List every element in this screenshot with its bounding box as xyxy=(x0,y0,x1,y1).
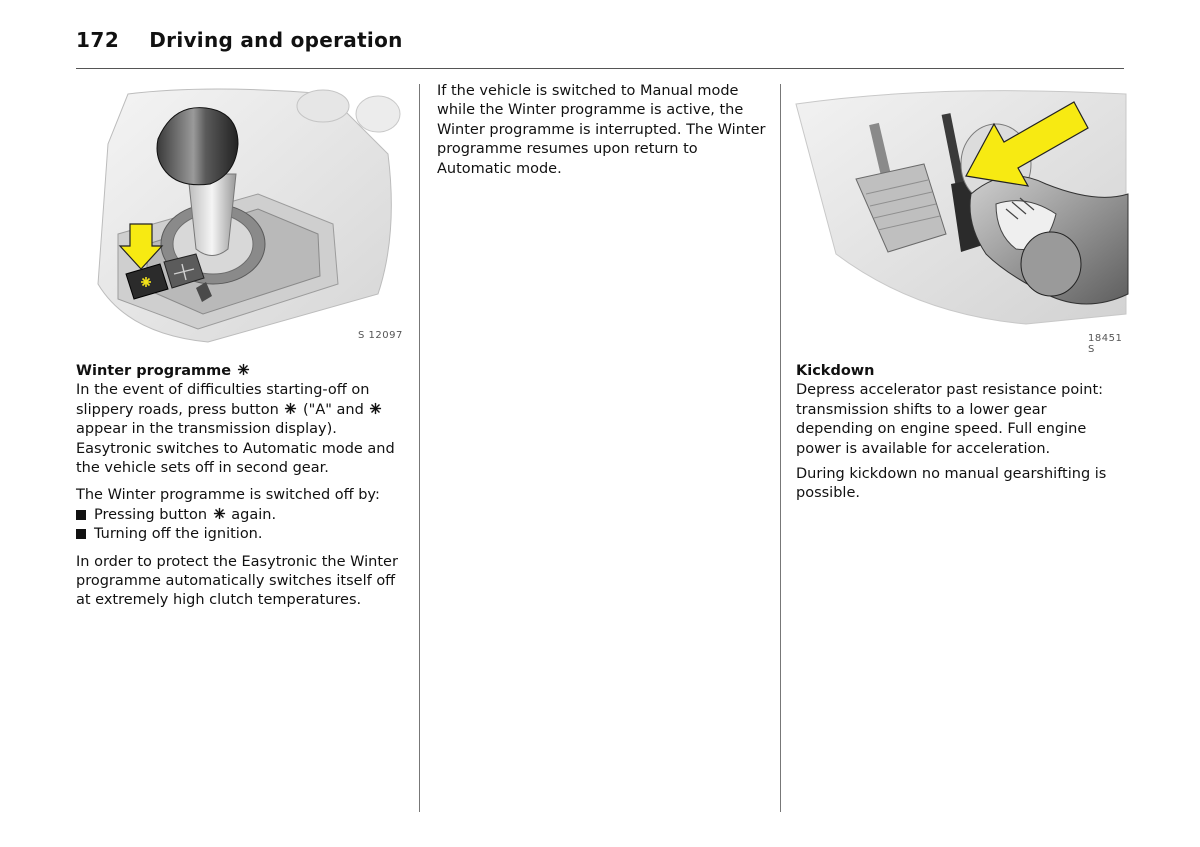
kickdown-section xyxy=(796,362,1128,510)
snowflake-icon xyxy=(284,402,297,415)
chapter-title: Driving and operation xyxy=(149,28,403,52)
winter-programme-section xyxy=(76,362,406,617)
section-heading: Winter programme xyxy=(76,362,406,381)
gear-selector-figure xyxy=(88,84,406,346)
figure-code: S 12097 xyxy=(358,330,403,341)
snowflake-icon xyxy=(369,402,382,415)
gear-selector-winter-button-illustration xyxy=(88,84,406,346)
bullet-square-icon xyxy=(76,529,86,539)
list-item: Turning off the ignition. xyxy=(76,525,406,544)
kickdown-figure xyxy=(796,84,1128,355)
winter-paragraph-1: In the event of difficulties starting-off on slippery roads, press button ("A" and appear in the transmission display). Easytronic switches to Automatic mode and the vehicle sets off in second gear. xyxy=(76,382,395,477)
winter-paragraph-3: The Winter programme is switched off by: xyxy=(76,487,380,504)
kickdown-paragraph-2: During kickdown no manual gearshifting is possible. xyxy=(796,466,1107,502)
figure-code: 18451 S xyxy=(1088,333,1123,355)
column-divider-1 xyxy=(419,84,420,812)
column-divider-2 xyxy=(780,84,781,812)
page-number: 172 xyxy=(76,28,120,52)
page-header xyxy=(76,28,403,58)
header-divider xyxy=(76,68,1124,69)
list-item: Pressing button again. xyxy=(76,506,406,525)
snowflake-icon xyxy=(213,507,226,520)
kickdown-paragraph-1: Depress accelerator past resistance point: transmission shifts to a lower gear depending on engine speed. Full engine power is available for acceleration. xyxy=(796,382,1104,457)
snowflake-icon xyxy=(237,363,250,376)
winter-paragraph-4: In order to protect the Easytronic the Winter programme automatically switches itself off at extremely high clutch temperatures. xyxy=(76,553,398,609)
manual-mode-paragraph: If the vehicle is switched to Manual mode while the Winter programme is active, the Winter programme is interrupted. The Winter programme resumes upon return to Automatic mode. xyxy=(437,83,766,177)
manual-mode-section xyxy=(437,82,767,185)
bullet-square-icon xyxy=(76,510,86,520)
section-heading: Kickdown xyxy=(796,363,875,379)
accelerator-pedal-kickdown-illustration xyxy=(796,84,1128,348)
